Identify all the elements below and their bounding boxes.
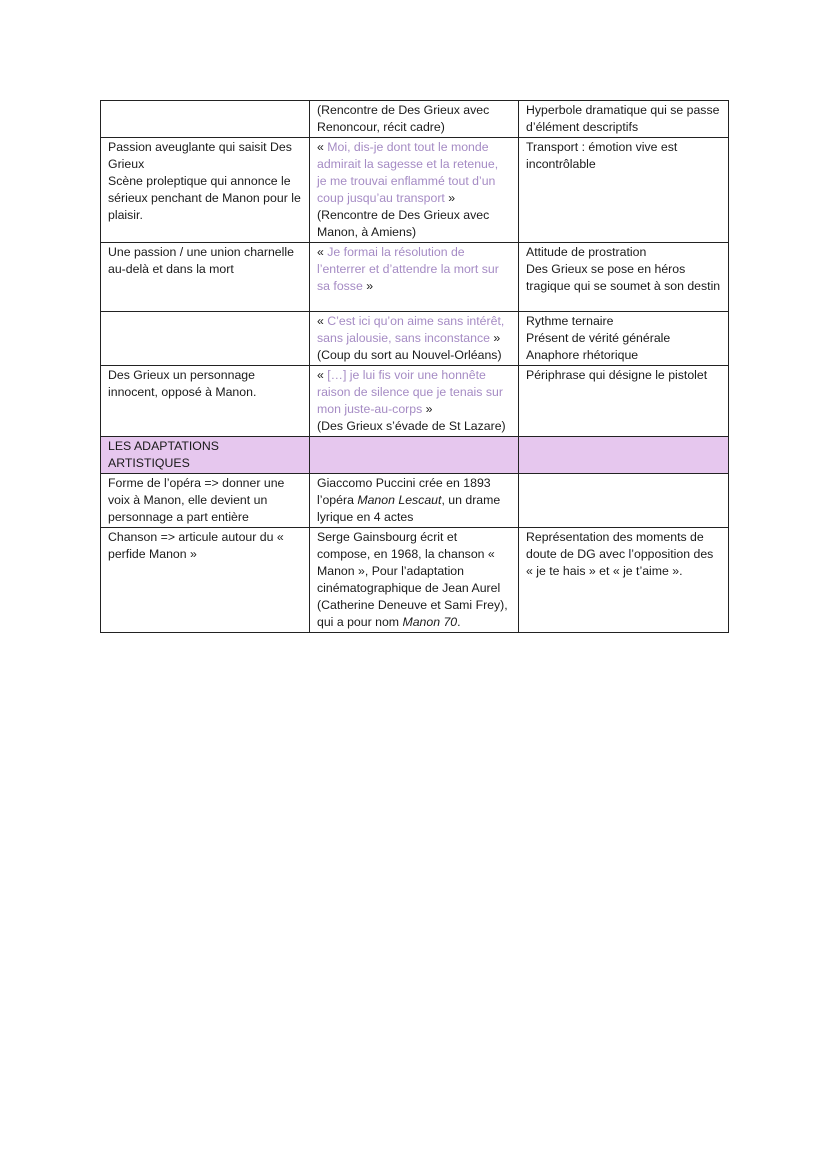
table-cell (310, 437, 519, 474)
table-cell (519, 366, 729, 437)
source-note: (Coup du sort au Nouvel-Orléans) (317, 348, 502, 362)
analysis-text: Rythme ternaire (526, 314, 614, 328)
table-cell (101, 366, 310, 437)
section-title: LES ADAPTATIONS ARTISTIQUES (101, 437, 310, 474)
source-note: (Rencontre de Des Grieux avec Manon, à Amiens) (317, 208, 490, 239)
table-cell (310, 528, 519, 633)
body-text: , un drame lyrique en 4 actes (317, 493, 501, 524)
table-row (101, 138, 729, 243)
analysis-table (100, 100, 729, 633)
theme-text: Passion aveuglante qui saisit Des Grieux (108, 140, 292, 171)
table-cell (101, 528, 310, 633)
analysis-text: Représentation des moments de doute de DG avec l’opposition des « je te hais » et « je t’aime ». (526, 530, 714, 578)
theme-text: Forme de l’opéra => donner une voix à Manon, elle devient un personnage a part entière (108, 476, 285, 524)
quote-text: Moi, dis-je dont tout le monde admirait la sagesse et la retenue, je me trouvai enflammé tout d’un coup jusqu’au transport (317, 140, 499, 205)
table-row (101, 474, 729, 528)
quote-open-mark: « (317, 368, 328, 382)
quote-close-mark: » (444, 191, 456, 205)
table-cell (101, 474, 310, 528)
table-row (101, 101, 729, 138)
work-title: Manon Lescaut (357, 493, 442, 507)
analysis-text: Présent de vérité générale (526, 331, 671, 345)
source-note: (Des Grieux s’évade de St Lazare) (317, 419, 506, 433)
work-title: Manon 70 (402, 615, 458, 629)
analysis-text: Transport : émotion vive est incontrôlable (526, 140, 678, 171)
table-cell (310, 138, 519, 243)
table-row (101, 243, 729, 312)
table-cell (519, 528, 729, 633)
table-cell (101, 243, 310, 312)
quote-close-mark: » (362, 279, 374, 293)
quote-text: […] je lui fis voir une honnête raison de silence que je tenais sur mon juste-au-corps (317, 368, 503, 416)
table-cell (519, 243, 729, 312)
source-note: (Rencontre de Des Grieux avec Renoncour, récit cadre) (317, 103, 490, 134)
quote-open-mark: « (317, 314, 328, 328)
theme-text: Scène proleptique qui annonce le sérieux penchant de Manon pour le plaisir. (108, 174, 301, 222)
table-cell (310, 366, 519, 437)
theme-text: Une passion / une union charnelle au-delà et dans la mort (108, 245, 294, 276)
table-row (101, 312, 729, 366)
table-cell (310, 243, 519, 312)
analysis-text: Anaphore rhétorique (526, 348, 639, 362)
table-cell (310, 474, 519, 528)
table-cell (519, 312, 729, 366)
quote-text: Je formai la résolution de l’enterrer et d’attendre la mort sur sa fosse (317, 245, 499, 293)
body-text: . (457, 615, 461, 629)
analysis-text: Des Grieux se pose en héros tragique qui se soumet à son destin (526, 262, 721, 293)
table-cell (519, 437, 729, 474)
table-row (101, 366, 729, 437)
quote-close-mark: » (422, 402, 433, 416)
table-cell (519, 138, 729, 243)
table-cell (310, 101, 519, 138)
theme-text: Des Grieux un personnage innocent, opposé à Manon. (108, 368, 257, 399)
section-header-row (101, 437, 729, 474)
quote-open-mark: « (317, 140, 328, 154)
analysis-text: Attitude de prostration (526, 245, 647, 259)
theme-text: Chanson => articule autour du « perfide Manon » (108, 530, 284, 561)
table-cell (519, 474, 729, 528)
quote-open-mark: « (317, 245, 328, 259)
table-cell (101, 138, 310, 243)
quote-close-mark: » (489, 331, 501, 345)
table-row (101, 528, 729, 633)
table-cell (310, 312, 519, 366)
body-text: Serge Gainsbourg écrit et compose, en 1968, la chanson « Manon », Pour l’adaptation cinématographique de Jean Aurel (Catherine Deneuve et Sami Frey), qui a pour nom (317, 530, 508, 629)
table-cell (519, 101, 729, 138)
analysis-text: Hyperbole dramatique qui se passe d’élément descriptifs (526, 103, 720, 134)
body-text: Giaccomo Puccini crée en 1893 l’opéra (317, 476, 491, 507)
analysis-text: Périphrase qui désigne le pistolet (526, 368, 708, 382)
quote-text: C’est ici qu’on aime sans intérêt, sans jalousie, sans inconstance (317, 314, 505, 345)
table-cell (101, 101, 310, 138)
table-cell (101, 312, 310, 366)
